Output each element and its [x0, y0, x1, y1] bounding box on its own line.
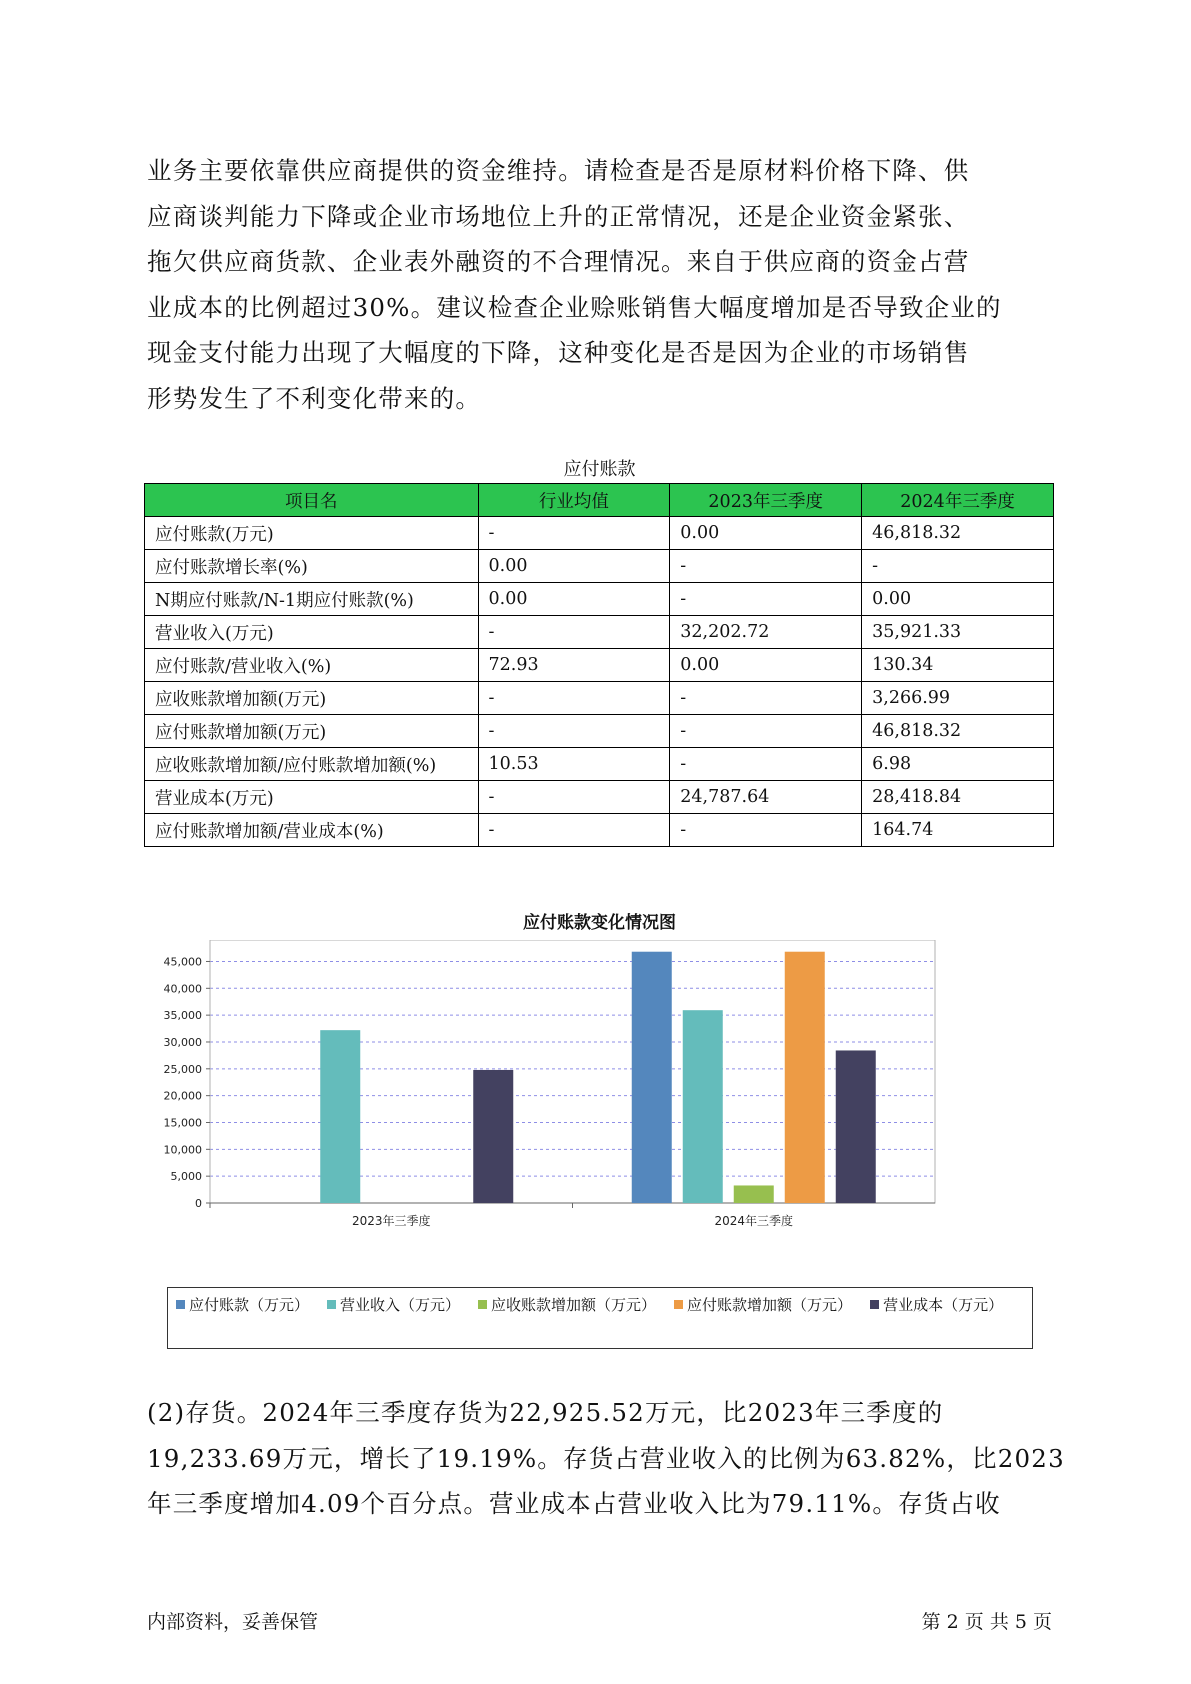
paragraph-line: 业务主要依靠供应商提供的资金维持。请检查是否是原材料价格下降、供: [147, 156, 970, 185]
y-tick-label: 30,000: [163, 1035, 202, 1049]
paragraph-line: 年三季度增加4.09个百分点。营业成本占营业收入比为79.11%。存货占收: [147, 1489, 1001, 1518]
bar: [632, 952, 672, 1203]
table-cell: -: [670, 715, 862, 748]
table-cell: -: [670, 550, 862, 583]
table-cell: 0.00: [478, 550, 670, 583]
table-cell: 164.74: [862, 814, 1054, 847]
table-row: [145, 781, 1054, 814]
table-cell: 3,266.99: [862, 682, 1054, 715]
table-body: [145, 517, 1054, 847]
y-tick-label: 5,000: [170, 1170, 202, 1184]
bar-chart: [140, 940, 1020, 1285]
table-cell: 应收账款增加额(万元): [145, 682, 479, 715]
chart-legend: [167, 1287, 1033, 1349]
chart-axes: [206, 940, 935, 1208]
legend-item: [870, 1292, 1003, 1319]
table-cell: 10.53: [478, 748, 670, 781]
table-header-cell: 行业均值: [478, 484, 670, 517]
table-row: [145, 814, 1054, 847]
table-cell: 46,818.32: [862, 517, 1054, 550]
chart-title: 应付账款变化情况图: [523, 913, 676, 933]
table-header-row: [145, 484, 1054, 517]
table-row: [145, 517, 1054, 550]
table-cell: 应收账款增加额/应付账款增加额(%): [145, 748, 479, 781]
x-tick-label: 2024年三季度: [714, 1214, 794, 1228]
y-tick-label: 25,000: [163, 1062, 202, 1076]
legend-item: [327, 1292, 460, 1319]
y-tick-label: 45,000: [163, 955, 202, 969]
table-cell: 46,818.32: [862, 715, 1054, 748]
table-cell: -: [478, 682, 670, 715]
footer-page-number: 第 2 页 共 5 页: [921, 1611, 1052, 1633]
paragraph-line: 现金支付能力出现了大幅度的下降，这种变化是否是因为企业的市场销售: [147, 338, 970, 367]
paragraph-1: [147, 148, 1052, 421]
table-header-cell: 2023年三季度: [670, 484, 862, 517]
table-row: [145, 616, 1054, 649]
table-row: [145, 682, 1054, 715]
paragraph-line: (2)存货。2024年三季度存货为22,925.52万元，比2023年三季度的: [147, 1398, 944, 1427]
bar: [473, 1070, 513, 1203]
legend-swatch: [870, 1300, 879, 1309]
table-row: [145, 649, 1054, 682]
bar: [785, 952, 825, 1203]
table-row: [145, 715, 1054, 748]
table-cell: N期应付账款/N-1期应付账款(%): [145, 583, 479, 616]
plot-frame: [210, 940, 935, 1203]
table-cell: -: [670, 682, 862, 715]
legend-label: 应付账款（万元）: [189, 1296, 310, 1314]
legend-label: 应收账款增加额（万元）: [491, 1296, 657, 1314]
legend-label: 应付账款增加额（万元）: [687, 1296, 853, 1314]
table-cell: 0.00: [670, 517, 862, 550]
table-cell: -: [478, 715, 670, 748]
chart-grid: [210, 961, 935, 1176]
x-tick-label: 2023年三季度: [351, 1214, 431, 1228]
legend-swatch: [176, 1300, 185, 1309]
y-tick-label: 40,000: [163, 982, 202, 996]
bar: [836, 1050, 876, 1203]
paragraph-line: 业成本的比例超过30%。建议检查企业赊账销售大幅度增加是否导致企业的: [147, 292, 1002, 322]
legend-item: [674, 1292, 852, 1319]
table-cell: 130.34: [862, 649, 1054, 682]
table-cell: -: [478, 814, 670, 847]
legend-label: 营业收入（万元）: [340, 1296, 461, 1314]
y-tick-label: 15,000: [163, 1116, 202, 1130]
paragraph-2: [147, 1390, 1065, 1527]
legend-item: [176, 1292, 309, 1319]
paragraph-line: 19,233.69万元，增长了19.19%。存货占营业收入的比例为63.82%，比2023: [147, 1443, 1065, 1473]
legend-swatch: [327, 1300, 336, 1309]
table-cell: 28,418.84: [862, 781, 1054, 814]
paragraph-line: 应商谈判能力下降或企业市场地位上升的正常情况，还是企业资金紧张、: [147, 201, 970, 231]
table-cell: 0.00: [862, 583, 1054, 616]
table-row: [145, 550, 1054, 583]
legend-label: 营业成本（万元）: [883, 1296, 1004, 1314]
table-cell: 35,921.33: [862, 616, 1054, 649]
legend-swatch: [674, 1300, 683, 1309]
table-cell: -: [862, 550, 1054, 583]
y-tick-label: 20,000: [163, 1089, 202, 1103]
legend-swatch: [478, 1300, 487, 1309]
table-row: [145, 583, 1054, 616]
legend-item: [478, 1292, 656, 1319]
y-tick-label: 0: [195, 1197, 202, 1210]
table-row: [145, 748, 1054, 781]
table-cell: -: [670, 748, 862, 781]
table-cell: 0.00: [670, 649, 862, 682]
bar: [320, 1030, 360, 1203]
y-tick-label: 35,000: [163, 1009, 202, 1023]
table-caption: 应付账款: [563, 459, 636, 480]
table-cell: -: [670, 583, 862, 616]
table-cell: -: [670, 814, 862, 847]
table-cell: 24,787.64: [670, 781, 862, 814]
table-cell: 应付账款增加额/营业成本(%): [145, 814, 479, 847]
table-header-cell: 2024年三季度: [862, 484, 1054, 517]
table-cell: -: [478, 517, 670, 550]
table-cell: 应付账款/营业收入(%): [145, 649, 479, 682]
paragraph-line: 形势发生了不利变化带来的。: [147, 383, 482, 413]
payables-table: [144, 483, 1054, 847]
footer-confidential-note: 内部资料，妥善保管: [147, 1611, 319, 1633]
bar: [734, 1185, 774, 1203]
bar: [683, 1010, 723, 1203]
table-cell: 应付账款(万元): [145, 517, 479, 550]
table-cell: -: [478, 616, 670, 649]
table-cell: 32,202.72: [670, 616, 862, 649]
table-cell: 0.00: [478, 583, 670, 616]
table-cell: 应付账款增长率(%): [145, 550, 479, 583]
table-cell: 72.93: [478, 649, 670, 682]
table-cell: 营业收入(万元): [145, 616, 479, 649]
table-cell: 6.98: [862, 748, 1054, 781]
y-tick-label: 10,000: [163, 1143, 202, 1157]
table-cell: -: [478, 781, 670, 814]
table-header-cell: 项目名: [145, 484, 479, 517]
chart-bars: [320, 952, 876, 1203]
paragraph-line: 拖欠供应商货款、企业表外融资的不合理情况。来自于供应商的资金占营: [147, 247, 970, 276]
table-cell: 营业成本(万元): [145, 781, 479, 814]
table-cell: 应付账款增加额(万元): [145, 715, 479, 748]
